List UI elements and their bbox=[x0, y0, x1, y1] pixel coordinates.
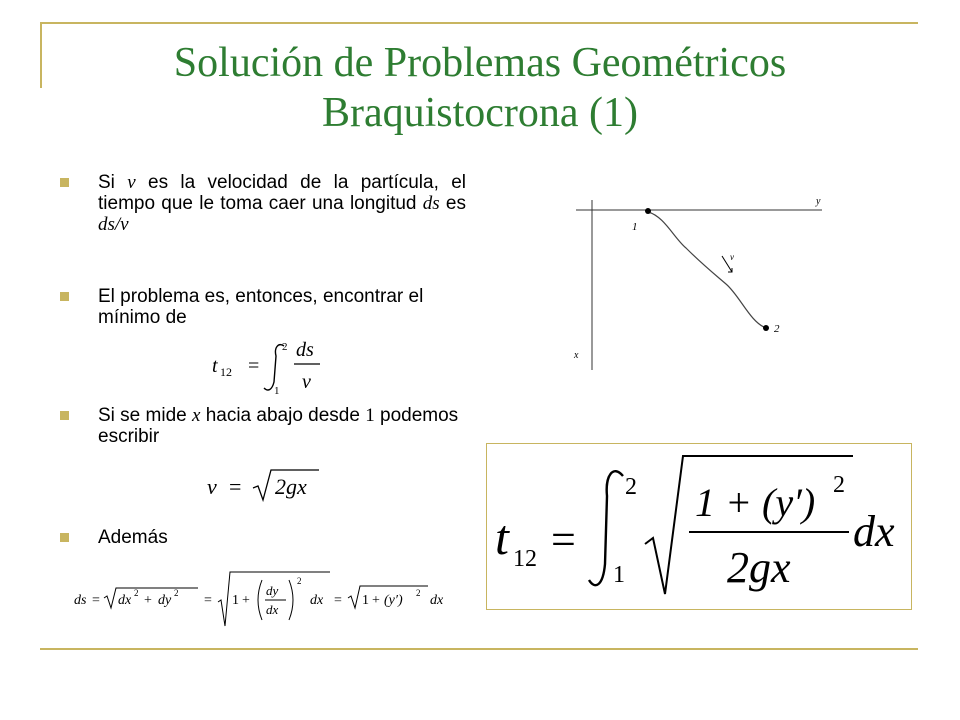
eq3-dy: dy bbox=[158, 593, 172, 608]
eq3-dxend: dx bbox=[430, 593, 444, 608]
eq1-t: t bbox=[212, 355, 218, 377]
title-line-2: Braquistocrona (1) bbox=[321, 90, 639, 136]
eq3-dx: dx bbox=[118, 593, 132, 608]
bullet-text: El problema es, entonces, encontrar el mínimo de bbox=[98, 286, 424, 328]
eq3-equals2: = bbox=[204, 593, 212, 608]
bullet-text: hacia abajo desde bbox=[200, 405, 366, 426]
axis-x-label: x bbox=[574, 350, 579, 361]
title-line-1: Solución de Problemas Geométricos bbox=[173, 40, 787, 86]
eq3-yprime: (y′) bbox=[384, 593, 403, 608]
boxed-dx: dx bbox=[853, 507, 895, 556]
bullet-text: Además bbox=[98, 527, 168, 548]
point-1-dot bbox=[645, 208, 651, 214]
brachistochrone-curve bbox=[648, 212, 766, 328]
eq3-plus2: + bbox=[242, 593, 250, 608]
eq3-sq4: 2 bbox=[416, 588, 421, 598]
eq2-equals: = bbox=[229, 474, 242, 499]
bullet-measure-x bbox=[60, 405, 466, 447]
eq3-dx2: dx bbox=[310, 593, 324, 608]
eq3-one2: 1 bbox=[362, 593, 369, 608]
equation-time-integral bbox=[208, 334, 328, 398]
bullet-problem bbox=[60, 286, 466, 328]
eq1-num: ds bbox=[296, 339, 314, 361]
eq3-sq1: 2 bbox=[134, 588, 139, 598]
eq3-ds: ds bbox=[74, 593, 87, 608]
eq1-den: v bbox=[302, 371, 311, 393]
eq3-frac-dx: dx bbox=[266, 602, 279, 617]
bullet-text: Si bbox=[98, 172, 128, 193]
slide-title bbox=[40, 38, 920, 138]
boxed-sub: 12 bbox=[513, 546, 537, 572]
eq1-sub: 12 bbox=[220, 365, 232, 379]
eq3-equals1: = bbox=[92, 593, 100, 608]
point-2-dot bbox=[763, 325, 769, 331]
bullet-square-icon bbox=[60, 533, 69, 542]
bullet-text: es bbox=[439, 193, 466, 214]
equation-final bbox=[487, 444, 911, 609]
bullet-velocity bbox=[60, 172, 466, 235]
boxed-upper: 2 bbox=[625, 474, 637, 500]
axis-y-label: y bbox=[816, 196, 821, 207]
bullet-square-icon bbox=[60, 292, 69, 301]
bullet-text: podemos escribir bbox=[98, 405, 459, 447]
equation-arc-length bbox=[72, 568, 460, 630]
left-paren-icon bbox=[258, 580, 262, 620]
bullet-square-icon bbox=[60, 178, 69, 187]
brachistochrone-figure bbox=[562, 192, 842, 372]
boxed-equation-frame bbox=[486, 443, 912, 610]
point-1-label: 1 bbox=[632, 221, 638, 233]
right-paren-icon bbox=[289, 580, 293, 620]
var-ds-over-v: ds/v bbox=[98, 214, 129, 235]
var-ds: ds bbox=[422, 193, 440, 214]
boxed-sq: 2 bbox=[833, 472, 845, 498]
bullet-square-icon bbox=[60, 411, 69, 420]
eq3-equals3: = bbox=[334, 593, 342, 608]
boxed-equals: = bbox=[551, 515, 576, 564]
eq3-sq3: 2 bbox=[297, 576, 302, 586]
boxed-denominator: 2gx bbox=[727, 543, 791, 592]
eq2-radicand: 2gx bbox=[275, 474, 307, 499]
top-rule bbox=[40, 22, 918, 24]
var-v: v bbox=[127, 172, 136, 193]
eq1-upper: 2 bbox=[282, 341, 288, 353]
eq3-one1: 1 bbox=[232, 593, 239, 608]
bullet-text: Si se mide bbox=[98, 405, 192, 426]
point-one-ref: 1 bbox=[365, 405, 375, 426]
velocity-label: v bbox=[730, 252, 734, 262]
boxed-numerator: 1 + (y′) bbox=[695, 480, 816, 525]
bullet-ademas bbox=[60, 527, 466, 548]
eq3-plus3: + bbox=[372, 593, 380, 608]
boxed-lower: 1 bbox=[613, 562, 625, 588]
eq3-frac-dy: dy bbox=[266, 583, 279, 598]
bullet-text: es la velocidad de la partícula, el tiempo que le toma caer una longitud bbox=[98, 172, 466, 214]
point-2-label: 2 bbox=[774, 323, 780, 335]
eq3-sq2: 2 bbox=[174, 588, 179, 598]
eq1-lower: 1 bbox=[274, 385, 280, 397]
bottom-rule bbox=[40, 648, 918, 650]
eq3-plus1: + bbox=[144, 593, 152, 608]
integral-sign-icon bbox=[264, 345, 284, 390]
eq1-equals: = bbox=[248, 355, 260, 377]
equation-velocity bbox=[205, 466, 325, 506]
var-x: x bbox=[191, 405, 201, 426]
boxed-t: t bbox=[495, 509, 509, 565]
eq2-v: v bbox=[207, 474, 217, 499]
